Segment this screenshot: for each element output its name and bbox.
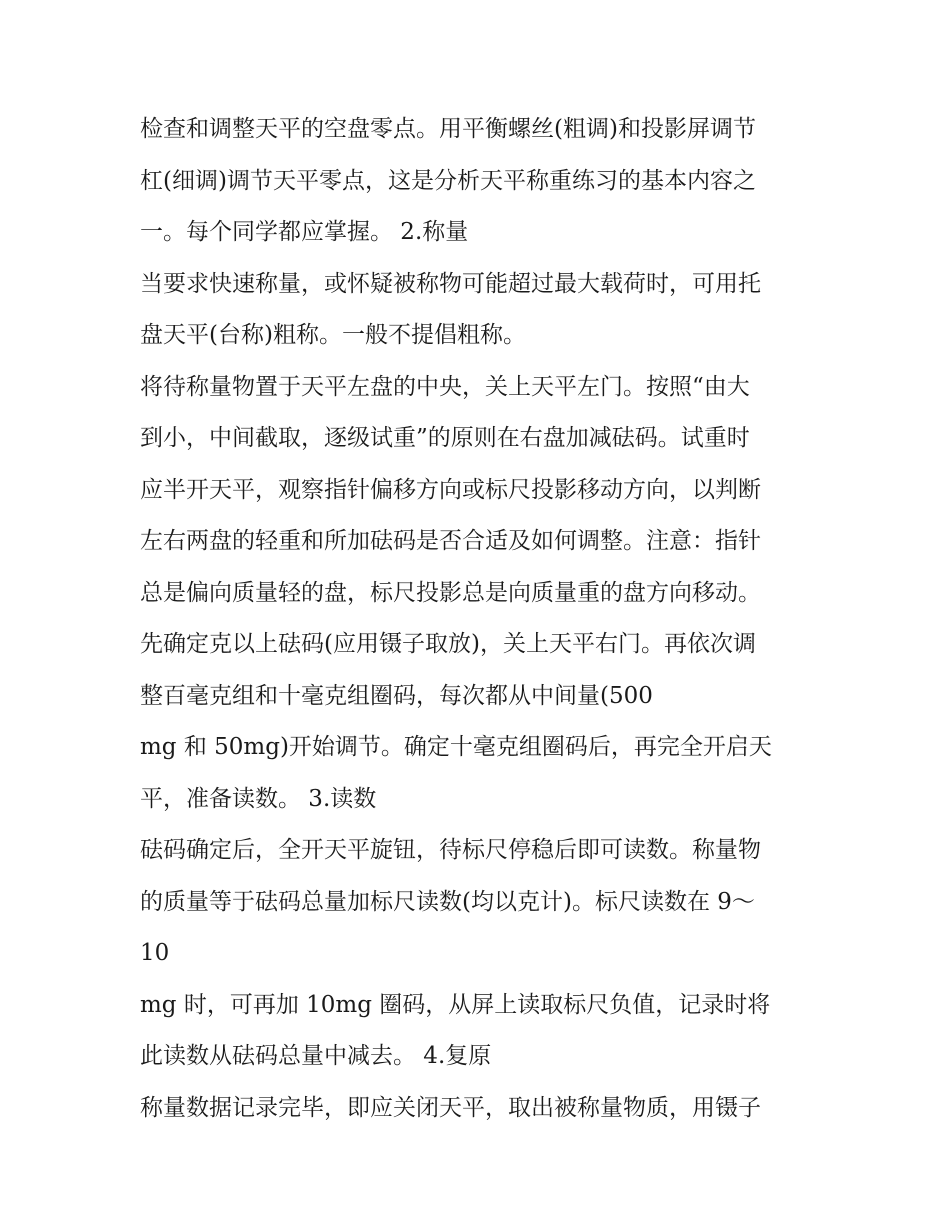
text-line: 检查和调整天平的空盘零点。用平衡螺丝(粗调)和投影屏调节	[140, 116, 756, 142]
text-line: 总是偏向质量轻的盘，标尺投影总是向质量重的盘方向移动。	[140, 579, 761, 606]
text-line: 一。每个同学都应掌握。 2.称量	[140, 219, 469, 245]
text-line: 先确定克以上砝码(应用镊子取放)，关上天平右门。再依次调	[140, 631, 756, 657]
text-line: 整百毫克组和十毫克组圈码，每次都从中间量(500	[140, 682, 653, 709]
text-line: 到小，中间截取，逐级试重”的原则在右盘加减砝码。试重时	[140, 425, 750, 451]
text-line: 左右两盘的轻重和所加砝码是否合适及如何调整。注意：指针	[140, 528, 761, 554]
text-line: 平，准备读数。 3.读数	[140, 785, 377, 812]
text-line: 当要求快速称量，或怀疑被称物可能超过最大载荷时，可用托	[140, 270, 761, 297]
text-line: 将待称量物置于天平左盘的中央，关上天平左门。按照“由大	[140, 373, 750, 400]
text-line: 10	[140, 940, 170, 966]
document-page	[140, 104, 820, 1134]
text-line: 此读数从砝码总量中减去。 4.复原	[140, 1043, 492, 1069]
text-line: 称量数据记录完毕，即应关闭天平，取出被称量物质，用镊子	[140, 1094, 761, 1121]
text-line: 应半开天平，观察指针偏移方向或标尺投影移动方向，以判断	[140, 476, 761, 503]
text-line: 砝码确定后，全开天平旋钮，待标尺停稳后即可读数。称量物	[140, 837, 761, 863]
text-line: mg 时，可再加 10mg 圈码，从屏上读取标尺负值，记录时将	[140, 991, 771, 1018]
text-line: 盘天平(台称)粗称。一般不提倡粗称。	[140, 322, 526, 348]
text-line: 杠(细调)调节天平零点，这是分析天平称重练习的基本内容之	[140, 167, 756, 194]
text-line: 的质量等于砝码总量加标尺读数(均以克计)。标尺读数在 9～	[140, 888, 755, 915]
text-line: mg 和 50mg)开始调节。确定十毫克组圈码后，再完全开启天	[140, 734, 772, 760]
